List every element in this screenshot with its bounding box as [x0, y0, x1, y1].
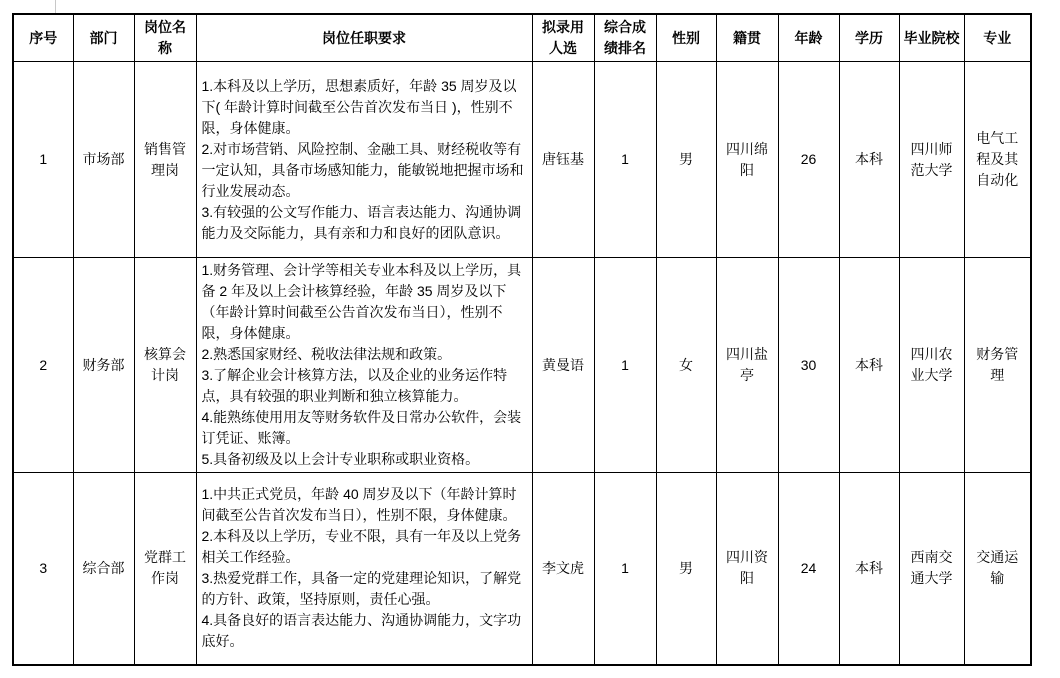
requirement-line: 1.财务管理、会计学等相关专业本科及以上学历，具备 2 年及以上会计核算经验，年龄 35 周岁及以下（年龄计算时间截至公告首次发布当日），性别不限，身体健康。 — [201, 262, 522, 341]
cell-education: 本科 — [839, 62, 899, 258]
requirement-line: 3.热爱党群工作，具备一定的党建理论知识，了解党的方针、政策，坚持原则，责任心强。 — [201, 570, 522, 608]
cell-position: 党群工作岗 — [134, 473, 196, 665]
cell-hometown: 四川绵阳 — [716, 62, 778, 258]
header-position: 岗位名称 — [134, 14, 196, 62]
cell-department: 市场部 — [73, 62, 134, 258]
header-education: 学历 — [839, 14, 899, 62]
table-row — [13, 473, 1031, 665]
cell-age: 30 — [778, 258, 839, 473]
requirement-line: 1.中共正式党员，年龄 40 周岁及以下（年龄计算时间截至公告首次发布当日），性别不限，身体健康。 — [201, 486, 517, 524]
cell-rank: 1 — [594, 258, 656, 473]
header-row — [13, 14, 1031, 62]
spreadsheet-gridline-artifact — [55, 0, 56, 14]
cell-gender: 女 — [656, 258, 716, 473]
cell-school: 四川师范大学 — [899, 62, 964, 258]
table-row — [13, 62, 1031, 258]
header-rank: 综合成绩排名 — [594, 14, 656, 62]
header-school: 毕业院校 — [899, 14, 964, 62]
requirement-line: 2.熟悉国家财经、税收法律法规和政策。 — [201, 346, 452, 362]
cell-requirements — [196, 473, 532, 665]
cell-position: 销售管理岗 — [134, 62, 196, 258]
requirement-line: 1.本科及以上学历，思想素质好，年龄 35 周岁及以下( 年龄计算时间截至公告首次发布当日 )，性别不限，身体健康。 — [201, 77, 517, 136]
requirement-line: 2.本科及以上学历，专业不限，具有一年及以上党务相关工作经验。 — [201, 528, 522, 566]
cell-education: 本科 — [839, 258, 899, 473]
header-requirements: 岗位任职要求 — [196, 14, 532, 62]
cell-age: 26 — [778, 62, 839, 258]
cell-education: 本科 — [839, 473, 899, 665]
cell-department: 财务部 — [73, 258, 134, 473]
cell-department: 综合部 — [73, 473, 134, 665]
requirement-line: 2.对市场营销、风险控制、金融工具、财经税收等有一定认知，具备市场感知能力，能敏锐地把握市场和行业发展动态。 — [201, 140, 524, 199]
header-age: 年龄 — [778, 14, 839, 62]
cell-seq: 1 — [13, 62, 73, 258]
cell-candidate: 李文虎 — [532, 473, 594, 665]
cell-requirements — [196, 258, 532, 473]
header-major: 专业 — [964, 14, 1031, 62]
cell-major: 电气工程及其自动化 — [964, 62, 1031, 258]
cell-gender: 男 — [656, 473, 716, 665]
requirement-line: 3.了解企业会计核算方法，以及企业的业务运作特点，具有较强的职业判断和独立核算能力。 — [201, 367, 508, 404]
cell-seq: 2 — [13, 258, 73, 473]
requirement-line: 5.具备初级及以上会计专业职称或职业资格。 — [201, 451, 480, 467]
cell-rank: 1 — [594, 473, 656, 665]
header-gender: 性别 — [656, 14, 716, 62]
cell-gender: 男 — [656, 62, 716, 258]
cell-candidate: 黄曼语 — [532, 258, 594, 473]
header-hometown: 籍贯 — [716, 14, 778, 62]
cell-requirements — [196, 62, 532, 258]
cell-major: 财务管理 — [964, 258, 1031, 473]
header-seq: 序号 — [13, 14, 73, 62]
cell-major: 交通运输 — [964, 473, 1031, 665]
cell-candidate: 唐钰基 — [532, 62, 594, 258]
header-department: 部门 — [73, 14, 134, 62]
cell-school: 四川农业大学 — [899, 258, 964, 473]
requirement-line: 4.具备良好的语言表达能力、沟通协调能力，文字功底好。 — [201, 612, 522, 650]
cell-age: 24 — [778, 473, 839, 665]
cell-rank: 1 — [594, 62, 656, 258]
cell-hometown: 四川资阳 — [716, 473, 778, 665]
cell-seq: 3 — [13, 473, 73, 665]
recruitment-table — [12, 13, 1032, 666]
requirement-line: 3.有较强的公文写作能力、语言表达能力、沟通协调能力及交际能力，具有亲和力和良好的团队意识。 — [201, 203, 522, 241]
cell-school: 西南交通大学 — [899, 473, 964, 665]
cell-hometown: 四川盐亭 — [716, 258, 778, 473]
requirement-line: 4.能熟练使用用友等财务软件及日常办公软件，会装订凭证、账簿。 — [201, 409, 522, 446]
cell-position: 核算会计岗 — [134, 258, 196, 473]
header-candidate: 拟录用人选 — [532, 14, 594, 62]
table-row — [13, 258, 1031, 473]
